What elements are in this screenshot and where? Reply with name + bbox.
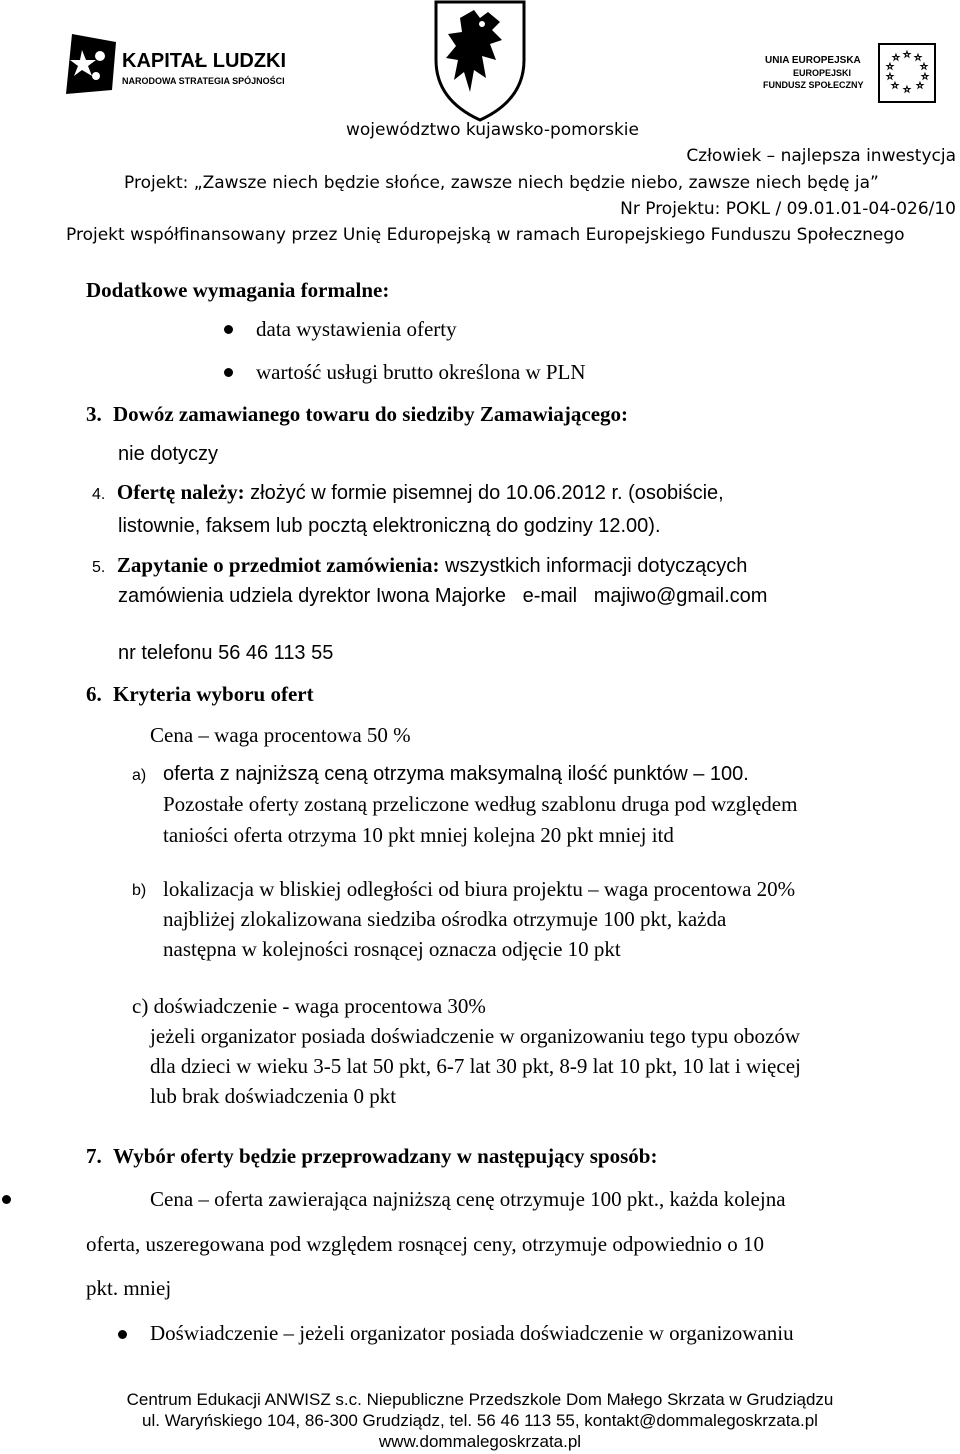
criterion-a-line-2: Pozostałe oferty zostaną przeliczone według szablonu druga pod względem (163, 792, 798, 816)
criterion-c-line-1: c) doświadczenie - waga procentowa 30% (132, 994, 486, 1018)
bullet-icon (2, 1195, 11, 1204)
eu-logo (735, 35, 935, 105)
svg-text:★: ★ (921, 72, 929, 81)
section-3-number: 3. (86, 402, 102, 426)
selection-experience-line: Doświadczenie – jeżeli organizator posiada doświadczenie w organizowaniu (150, 1321, 794, 1345)
header-slogan: Człowiek – najlepsza inwestycja (686, 146, 956, 166)
eu-logo-line3: FUNDUSZ SPOŁECZNY (763, 80, 864, 90)
criterion-c-line-2: jeżeli organizator posiada doświadczenie w organizowaniu tego typu obozów (150, 1024, 801, 1048)
section-7-heading: Wybór oferty będzie przeprowadzany w następujący sposób: (113, 1144, 658, 1168)
section-5-phone: nr telefonu 56 46 113 55 (118, 642, 334, 664)
bullet-icon (224, 368, 233, 377)
bullet-icon (224, 325, 233, 334)
section-4 (92, 480, 724, 505)
footer-line-1: Centrum Edukacji ANWISZ s.c. Niepubliczne Przedszkole Dom Małego Skrzata w Grudziądzu (126, 1390, 834, 1409)
header-cofinanced: Projekt współfinansowany przez Unię Eduropejską w ramach Europejskiego Funduszu Społecznego (66, 225, 905, 245)
selection-price-line-2: oferta, uszeregowana pod względem rosnącej ceny, otrzymuje odpowiednio o 10 (86, 1232, 764, 1256)
bullet-gross-value: wartość usługi brutto określona w PLN (256, 360, 586, 384)
criterion-c-line-4: lub brak doświadczenia 0 pkt (150, 1084, 397, 1108)
kapital-ludzki-title: KAPITAŁ LUDZKI (122, 50, 287, 72)
section-6-number: 6. (86, 682, 102, 706)
header-project: Projekt: „Zawsze niech będzie słońce, zawsze niech będzie niebo, zawsze niech będę ja” (124, 173, 879, 193)
section-5 (92, 553, 747, 578)
bullet-offer-date: data wystawienia oferty (256, 317, 457, 341)
svg-text:★: ★ (892, 53, 900, 62)
section-7 (86, 1144, 657, 1169)
eu-logo-line2: EUROPEJSKI (793, 68, 852, 78)
section-7-number: 7. (86, 1144, 102, 1168)
section-4-bold: Ofertę należy: (116, 480, 245, 504)
kapital-ludzki-emblem-icon (62, 30, 120, 98)
section-4-text: złożyć w formie pisemnej do 10.06.2012 r. (osobiście, (244, 482, 724, 504)
kapital-ludzki-logo (62, 30, 287, 102)
svg-text:★: ★ (903, 50, 911, 59)
criterion-b-line-1: lokalizacja w bliskiej odległości od biura projektu – waga procentowa 20% (163, 877, 796, 901)
eu-flag-icon (878, 43, 936, 103)
criterion-c-line-3: dla dzieci w wieku 3-5 lat 50 pkt, 6-7 lat 30 pkt, 8-9 lat 10 pkt, 10 lat i więcej (150, 1054, 801, 1078)
header-region: województwo kujawsko-pomorskie (346, 120, 639, 140)
criterion-b-line-3: następna w kolejności rosnącej oznacza odjęcie 10 pkt (163, 937, 621, 961)
eu-logo-line1: UNIA EUROPEJSKA (765, 55, 861, 66)
section-6-price-weight: Cena – waga procentowa 50 % (150, 723, 411, 747)
section-3 (86, 402, 628, 427)
additional-requirements-heading: Dodatkowe wymagania formalne: (86, 278, 390, 302)
selection-price-line-3: pkt. mniej (86, 1276, 172, 1300)
criterion-a-line-3: taniości oferta otrzyma 10 pkt mniej kolejna 20 pkt mniej itd (163, 823, 674, 847)
section-3-heading: Dowóz zamawianego towaru do siedziby Zamawiającego: (113, 402, 629, 426)
section-5-text-2: zamówienia udziela dyrektor Iwona Majorke e-mail majiwo@gmail.com (118, 585, 768, 607)
bullet-icon (118, 1330, 127, 1339)
kapital-ludzki-subtitle: NARODOWA STRATEGIA SPÓJNOŚCI (122, 76, 285, 86)
criterion-a-line-1: oferta z najniższą ceną otrzyma maksymalną ilość punktów – 100. (163, 763, 749, 785)
section-6 (86, 682, 314, 707)
svg-text:★: ★ (920, 62, 928, 71)
section-4-number: 4. (92, 486, 106, 503)
criterion-b-line-2: najbliżej zlokalizowana siedziba ośrodka otrzymuje 100 pkt, każda (163, 907, 727, 931)
section-3-text: nie dotyczy (118, 443, 219, 465)
footer-line-2: ul. Waryńskiego 104, 86-300 Grudziądz, tel. 56 46 113 55, kontakt@dommalegoskrzata.pl (142, 1411, 818, 1430)
svg-text:★: ★ (914, 53, 922, 62)
section-5-number: 5. (92, 559, 106, 576)
section-6-heading: Kryteria wyboru ofert (113, 682, 314, 706)
criterion-a-label: a) (132, 767, 147, 784)
svg-text:★: ★ (903, 85, 911, 94)
svg-text:★: ★ (886, 62, 894, 71)
criterion-b-label: b) (132, 882, 147, 899)
coat-of-arms-icon (430, 0, 530, 122)
footer-website-link[interactable]: www.dommalegoskrzata.pl (378, 1432, 582, 1451)
section-5-text: wszystkich informacji dotyczących (439, 555, 748, 577)
selection-price-line-1: Cena – oferta zawierająca najniższą cenę otrzymuje 100 pkt., każda kolejna (150, 1187, 786, 1211)
section-4-text-2: listownie, faksem lub pocztą elektroniczną do godziny 12.00). (118, 515, 661, 537)
section-5-bold: Zapytanie o przedmiot zamówienia: (116, 553, 440, 577)
svg-text:★: ★ (916, 81, 924, 90)
header-project-number: Nr Projektu: POKL / 09.01.01-04-026/10 (620, 199, 956, 219)
svg-text:★: ★ (891, 81, 899, 90)
svg-text:★: ★ (886, 72, 894, 81)
